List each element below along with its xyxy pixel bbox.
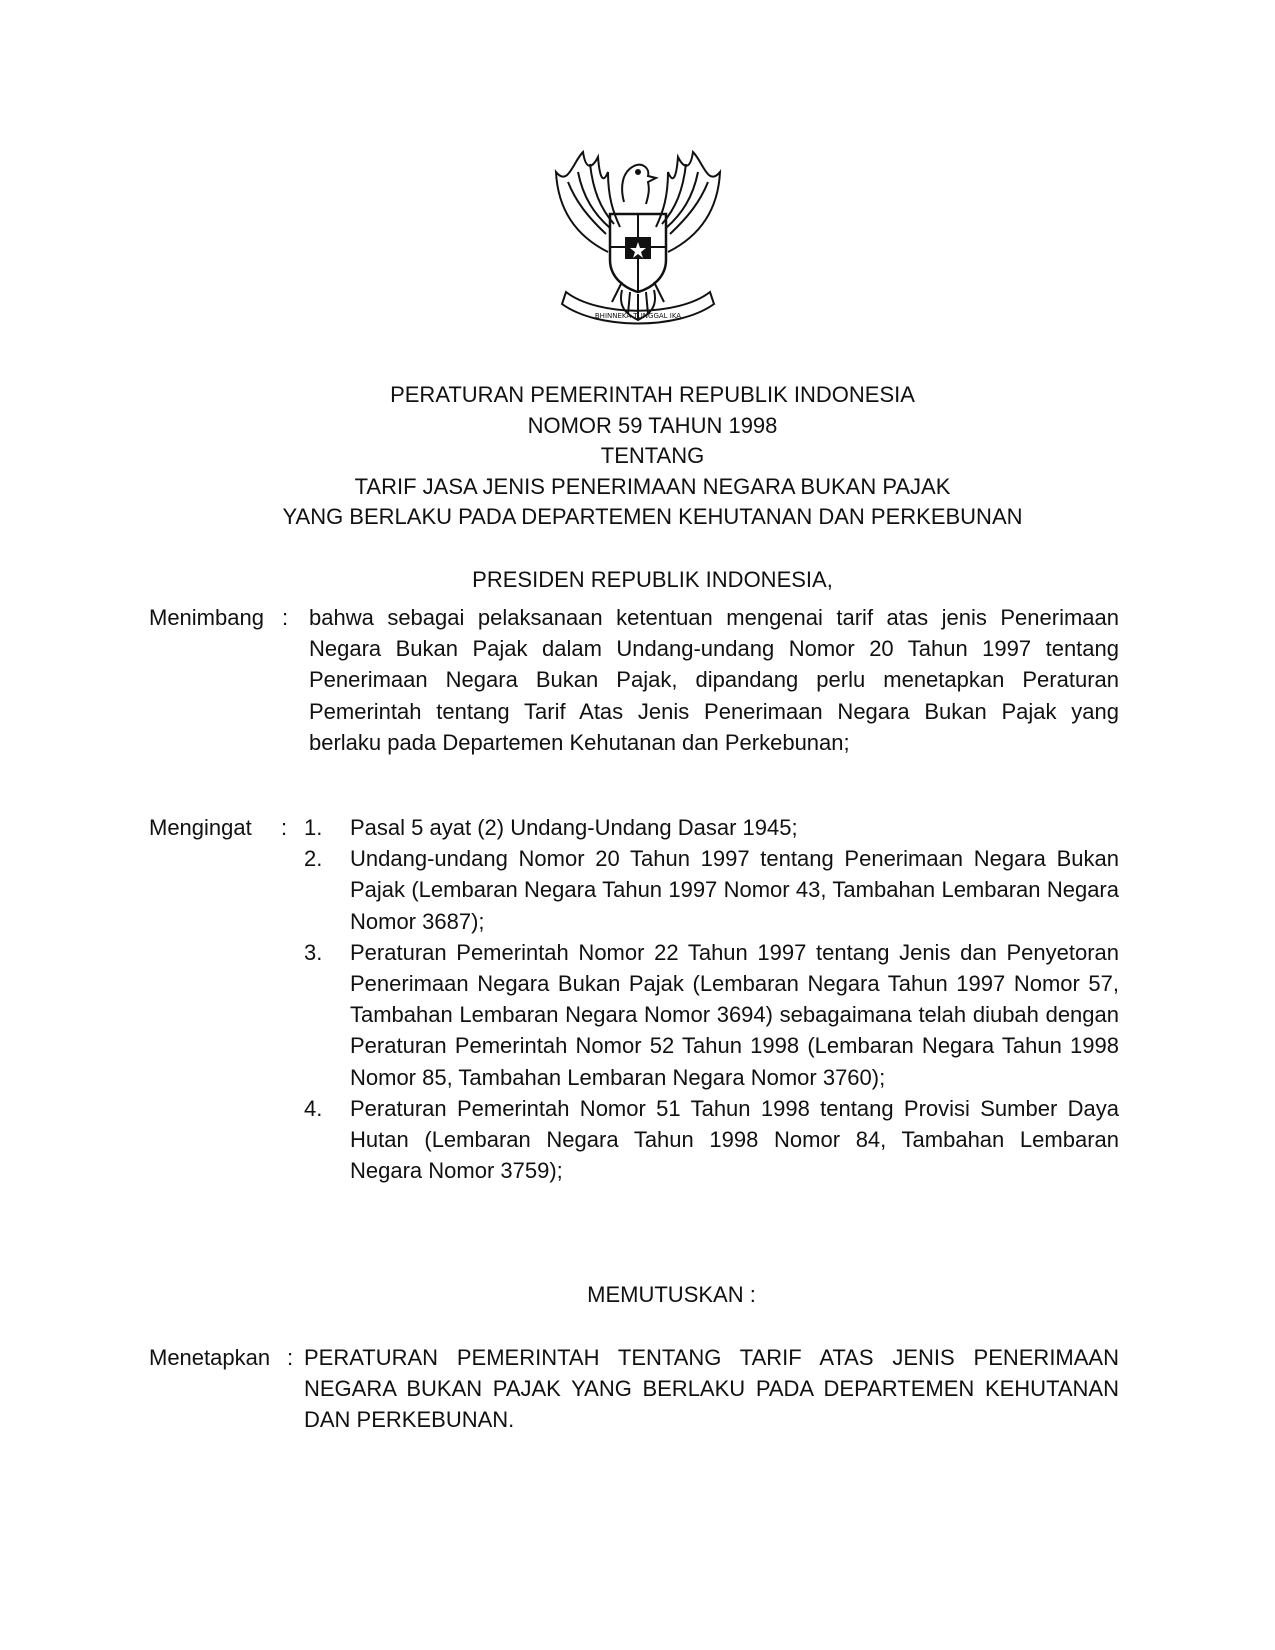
menetapkan-section [149, 1342, 1119, 1452]
emblem-motto: BHINNEKA TUNGGAL IKA [594, 312, 682, 320]
list-item-number: 4. [304, 1095, 323, 1121]
title-line-2: NOMOR 59 TAHUN 1998 [527, 412, 778, 438]
menimbang-colon: : [282, 605, 289, 630]
title-line-3: TENTANG [600, 443, 705, 468]
list-item [304, 843, 1119, 937]
mengingat-label: Mengingat [149, 815, 252, 840]
list-item [304, 812, 1119, 843]
menetapkan-text: PERATURAN PEMERINTAH TENTANG TARIF ATAS JENIS PENERIMAAN NEGARA BUKAN PAJAK YANG BERLAKU PADA DEPARTEMEN KEHUTANAN DAN PERKEBUNAN. [304, 1345, 1119, 1433]
title-line-5: YANG BERLAKU PADA DEPARTEMEN KEHUTANAN DAN PERKEBUNAN [282, 504, 1023, 529]
list-item-text: Pasal 5 ayat (2) Undang-Undang Dasar 1945; [350, 815, 798, 840]
mengingat-colon: : [281, 815, 288, 840]
list-item-text: Undang-undang Nomor 20 Tahun 1997 tentang Penerimaan Negara Bukan Pajak (Lembaran Negara Tahun 1997 Nomor 43, Tambahan Lembaran Negara Nomor 3687); [350, 846, 1119, 934]
mengingat-section [149, 812, 1119, 1212]
menimbang-section [149, 602, 1119, 802]
list-item [304, 937, 1119, 1093]
list-item-text: Peraturan Pemerintah Nomor 51 Tahun 1998 tentang Provisi Sumber Daya Hutan (Lembaran Negara Tahun 1998 Nomor 84, Tambahan Lembaran Negara Nomor 3759); [350, 1095, 1119, 1184]
title-line-4: TARIF JASA JENIS PENERIMAAN NEGARA BUKAN PAJAK [354, 473, 951, 499]
garuda-emblem-icon [538, 142, 738, 338]
menetapkan-label: Menetapkan [149, 1345, 271, 1370]
menimbang-label: Menimbang [149, 605, 264, 630]
title-line-1: PERATURAN PEMERINTAH REPUBLIK INDONESIA [390, 382, 915, 407]
document-title [0, 380, 1275, 533]
list-item-number: 2. [304, 846, 323, 872]
memutuskan-heading: MEMUTUSKAN : [587, 1282, 756, 1307]
list-item-number: 1. [304, 815, 323, 840]
list-item-text: Peraturan Pemerintah Nomor 22 Tahun 1997 tentang Jenis dan Penyetoran Penerimaan Negara Bukan Pajak (Lembaran Negara Tahun 1997 Nomor 57, Tambahan Lembaran Negara Nomor 3694) sebagaimana telah diubah dengan Peraturan Pemerintah Nomor 52 Tahun 1998 (Lembaran Negara Tahun 1998 Nomor 85, Tambahan Lembaran Negara Nomor 3760); [350, 939, 1119, 1090]
list-item [304, 1093, 1119, 1187]
menetapkan-colon: : [287, 1345, 294, 1370]
mengingat-list [304, 812, 1119, 1186]
menimbang-text: bahwa sebagai pelaksanaan ketentuan mengenai tarif atas jenis Penerimaan Negara Bukan Pajak dalam Undang-undang Nomor 20 Tahun 1997 tentang Penerimaan Negara Bukan Pajak, dipandang perlu menetapkan Peraturan Pemerintah tentang Tarif Atas Jenis Penerimaan Negara Bukan Pajak yang berlaku pada Departemen Kehutanan dan Perkebunan; [309, 605, 1119, 755]
list-item-number: 3. [304, 939, 323, 965]
president-heading: PRESIDEN REPUBLIK INDONESIA, [472, 567, 833, 592]
